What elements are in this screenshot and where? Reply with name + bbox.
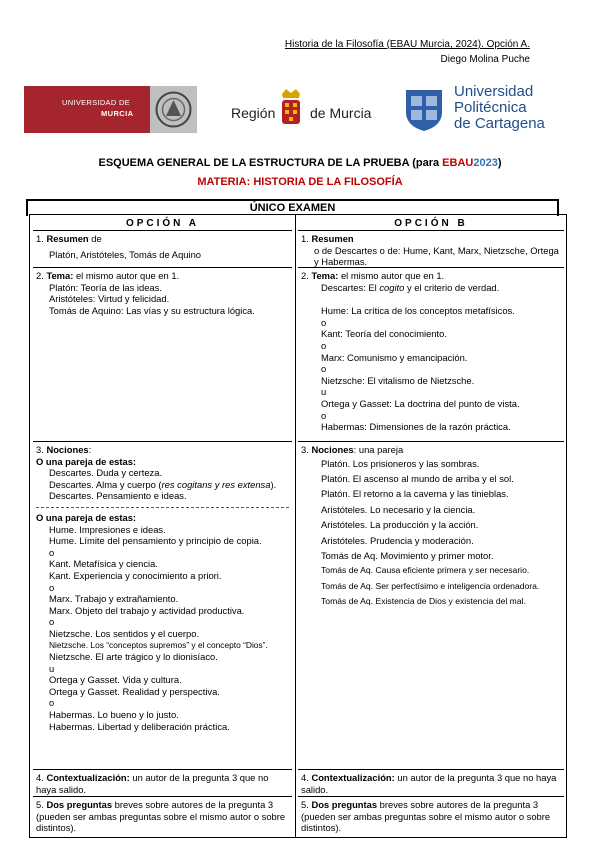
- option-a-theme: 2. Tema: el mismo autor que en 1. Platón: Teoría de las ideas. Aristóteles: Virtud y felicidad. Tomás de Aquino: Las vías y su estructura lógica.: [33, 268, 292, 442]
- option-b-notions: 3. Nociones: una pareja Platón. Los prisioneros y las sombras. Platón. El ascenso al mundo de arriba y el sol. Platón. El retorno a la caverna y las tinieblas. Aristóteles. Lo necesario y la ciencia. Aristóteles. La producción y la acción. Aristóteles. Prudencia y moderación. Tomás de Aq. Movimiento y primer motor. Tomás de Aq. Causa eficiente primera y ser necesario. Tomás de Aq. Ser perfectísimo e inteligencia ordenadora. Tomás de Aq. Existencia de Dios y existencia del mal.: [298, 442, 564, 770]
- upct-name: Universidad Politécnica de Cartagena: [454, 83, 545, 132]
- option-a-heading: OPCIÓN A: [33, 217, 292, 231]
- option-b-theme: 2. Tema: el mismo autor que en 1. Descartes: El cogito y el criterio de verdad. Hume: La crítica de los conceptos metafísicos. o Kant: Teoría del conocimiento. o Marx: Comunismo y emancipación. o Nietzsche: El vitalismo de Nietzsche. u Ortega y Gasset: La doctrina del punto de vista. o Habermas: Dimensiones de la razón práctica.: [298, 268, 564, 442]
- universidad-murcia-logo: UNIVERSIDAD DE MURCIA: [24, 86, 197, 133]
- logos-row: UNIVERSIDAD DE MURCIA Región de Murcia Universidad Politécnica de Cartagena: [24, 86, 580, 138]
- option-b-context: 4. Contextualización: un autor de la pregunta 3 que no haya salido.: [298, 770, 564, 797]
- option-a-summary: 1. Resumen de Platón, Aristóteles, Tomás de Aquino: [33, 231, 292, 268]
- region-crest-icon: [279, 88, 303, 128]
- option-a-context: 4. Contextualización: un autor de la pregunta 3 que no haya salido.: [33, 770, 292, 797]
- option-b-heading: OPCIÓN B: [298, 217, 564, 231]
- document-header: [285, 37, 530, 67]
- upct-shield-icon: [402, 86, 446, 132]
- option-a-questions: 5. Dos preguntas breves sobre autores de la pregunta 3 (pueden ser ambas preguntas sobre el mismo autor o sobre distintos).: [36, 799, 286, 834]
- option-b-column: [298, 217, 564, 834]
- um-seal-icon: [150, 86, 197, 133]
- header-course-line: Historia de la Filosofía (EBAU Murcia, 2024). Opción A.: [284, 39, 530, 50]
- exam-heading: ÚNICO EXAMEN: [26, 199, 559, 216]
- page-subtitle: MATERIA: HISTORIA DE LA FILOSOFÍA: [197, 176, 403, 188]
- upct-logo: [402, 83, 545, 137]
- header-author: Diego Molina Puche: [440, 54, 530, 65]
- option-a-column: [33, 217, 292, 834]
- page-title: ESQUEMA GENERAL DE LA ESTRUCTURA DE LA PRUEBA (para EBAU2023): [98, 157, 502, 169]
- option-b-questions: 5. Dos preguntas breves sobre autores de la pregunta 3 (pueden ser ambas preguntas sobre el mismo autor o sobre distintos).: [301, 799, 551, 834]
- option-b-summary: 1. Resumen o de Descartes o de: Hume, Kant, Marx, Nietzsche, Ortega y Habermas.: [298, 231, 564, 268]
- option-a-notions: 3. Nociones: O una pareja de estas: Descartes. Duda y certeza. Descartes. Alma y cuerpo (res cogitans y res extensa). Descartes. Pensamiento e ideas. O una pareja de estas: Hume. Impresiones e ideas. Hume. Límite del pensamiento y principio de copia. o Kant. Metafísica y ciencia. Kant. Experiencia y conocimiento a priori. o Marx. Trabajo y extrañamiento. Marx. Objeto del trabajo y actividad productiva. o Nietzsche. Los sentidos y el cuerpo. Nietzsche. Los “conceptos supremos” y el concepto “Dios”. Nietzsche. El arte trágico y lo dionisíaco. u Ortega y Gasset. Vida y cultura. Ortega y Gasset. Realidad y perspectiva. o Habermas. Lo bueno y lo justo. Habermas. Libertad y deliberación práctica.: [33, 442, 292, 770]
